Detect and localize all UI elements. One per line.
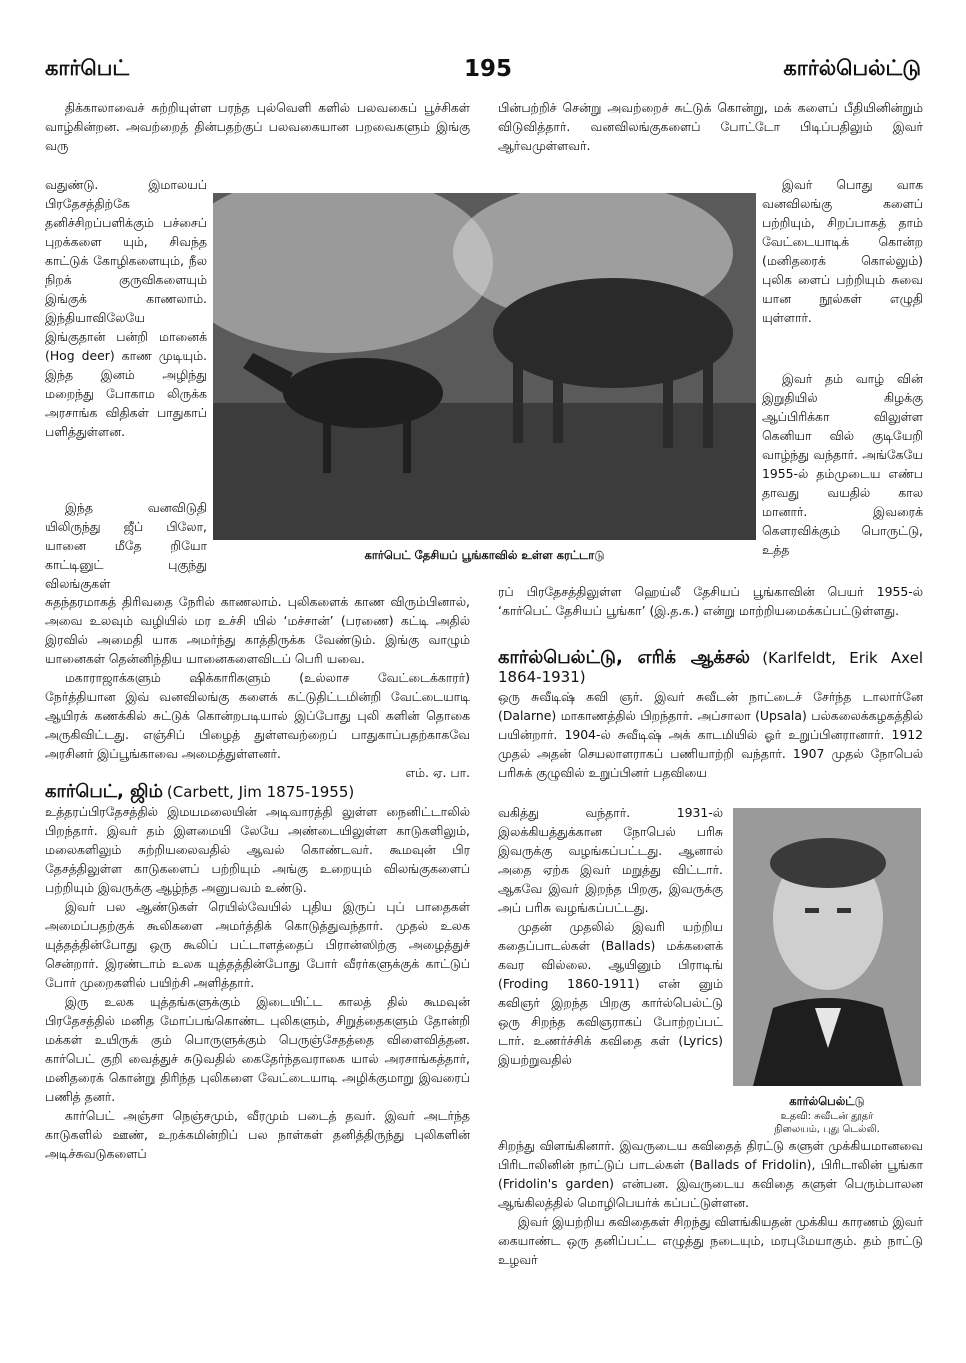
paragraph: இரு உலக யுத்தங்களுக்கும் இடையிட்ட காலத் தில் கூமவுன் பிரதேசத்தில் மனித மோப்பங்கொண்ட புலிகளும், சிறுத்தைகளும் தோன்றி மக்கள் உயிருக் கும் பொருளுக்கும் பெருஞ்சேதத்தை விளைவித்தன. கார்பெட் குறி வைத்துச் சுடுவதில் கைதேர்ந்தவராகை யால் அரசாங்கத்தார், மனிதரைக் கொன்று திரிந்த புலிகளை வேட்டையாடி அழிக்குமாறு இவரைப் பணித் தனர். <box>45 994 470 1104</box>
entry-heading-karlfeldt <box>498 648 923 687</box>
paragraph: மகாராஜாக்களும் ஷிக்காரிகளும் (உல்லாச வேட்டைக்காரர்) நேர்த்தியான இவ் வனவிலங்கு களைக் கட்டுதிட்டமின்றி வேட்டையாடி ஆயிரக் கணக்கில் சுட்டுக் கொன்றபடியால் இப்போது புலி களின் தொகை அருகிவிட்டது. எஞ்சிப் பிழைத் துள்ளவற்றைப் பாதுகாப்பதற்காகவே அரசினர் இப்பூங்காவை அமைத்துள்ளனர். <box>45 670 470 761</box>
deer-illustration <box>213 193 756 540</box>
entry-heading-carbett <box>45 782 470 802</box>
deer-photograph <box>213 193 756 540</box>
carbett-park-text-top <box>45 98 470 176</box>
paragraph: முதன் முதலில் இவரி யற்றிய கதைப்பாடல்கள் (Ballads) மக்களைக் கவர வில்லை. ஆயினும் பிராடிங் (Froding 1860-1911) என் னும் கவிஞர் இறந்த பிறகு கார்ல்பெல்ட்டு ஒரு சிறந்த கவிஞராகப் போற்றப்பட் டார். உணர்ச்சிக் கவிதை கள் (Lyrics) இயற்றுவதில் <box>498 919 723 1067</box>
paragraph: வகித்து வந்தார். 1931-ல் இலக்கியத்துக்கான நோபெல் பரிசு இவருக்கு வழங்கப்பட்டது. ஆனால் அதை ஏற்க இவர் மறுத்து விட்டார். ஆகவே இவர் இறந்த பிறகு, இவருக்கு அப் பரிசு வழங்கப்பட்டது. <box>498 805 723 915</box>
entry-latin: (Carbett, Jim 1875-1955) <box>166 783 355 801</box>
carbett-continued-top <box>498 98 923 176</box>
deer-photo-caption: கார்பெட் தேசியப் பூங்காவில் உள்ள கரட்டாடு <box>364 548 605 562</box>
paragraph: ஒரு சுவீடிஷ் கவி ஞர். இவர் சுவீடன் நாட்டைச் சேர்ந்த டாலார்னே (Dalarne) மாகாணத்தில் பிறந்தார். அப்சாலா (Upsala) பல்கலைக்கழகத்தில் பயின்றார். 1904-ல் சுவீடிஷ் அக் காடமியில் ஓர் உறுப்பினரானார். 1912 முதல் அதன் செயலாளராகப் பணியாற்றி வந்தார். 1907 முதல் நோபெல் பரிசுக் குழுவில் உறுப்பினர் பதவியை <box>498 689 923 780</box>
paragraph: கார்பெட் அஞ்சா நெஞ்சமும், வீரமும் படைத் தவர். இவர் அடர்ந்த காடுகளில் ஊண், உறக்கமின்றிப் பல நாள்கள் தனித்திருந்து புலிகளின் அடிச்சுவடுகளைப் <box>45 1108 470 1161</box>
paragraph: உத்தரப்பிரதேசத்தில் இமயமலையின் அடிவாரத்தி லுள்ள நைனிட்டாலில் பிறந்தார். இவர் தம் இளமையி லேயே அண்டையிலுள்ள காடுகளிலும், மலைகளிலும் சுற்றியலைவதில் ஆவல் கொண்டவர். கூமவுன் பிர தேசத்திலுள்ள காடுகளைப் பற்றியும் அங்கு உறையும் விலங்குகளைப் பற்றியும் இவருக்கு ஆழ்ந்த அனுபவம் உண்டு. <box>45 804 470 895</box>
paragraph: வதுண்டு. இமாலயப் பிரதேசத்திற்கே தனிச்சிறப்பளிக்கும் பச்சைப் புறக்களை யும், சிவந்த காட்டுக் கோழிகளையும், நீல நிறக் குருவிகளையும் இங்குக் காணலாம். இந்தியாவிலேயே இங்குதான் பன்றி மானைக் (Hog deer) காண முடியும். இந்த இனம் அழிந்து மறைந்து போகாம லிருக்க அரசாங்க விதிகள் பாதுகாப் பளித்துள்ளன. <box>45 177 207 439</box>
paragraph: ரப் பிரதேசத்திலுள்ள ஹெய்லீ தேசியப் பூங்காவின் பெயர் 1955-ல் ‘கார்பெட் தேசியப் பூங்கா’ (இ.த.க.) என்று மாற்றியமைக்கப்பட்டுள்ளது. <box>498 584 923 618</box>
paragraph: பின்பற்றிச் சென்று அவற்றைச் சுட்டுக் கொன்று, மக் களைப் பீதியினின்றும் விடுவித்தார். வனவிலங்குகளைப் போட்டோ பிடிப்பதிலும் இவர் ஆர்வமுள்ளவர். <box>498 100 923 153</box>
left-column-body <box>45 592 470 1282</box>
paragraph: இவர் இயற்றிய கவிதைகள் சிறந்து விளங்கியதன் முக்கிய காரணம் இவர் கையாண்ட ஒரு தனிப்பட்ட எழுத்து நடையும், மரபுமேயாகும். தம் நாட்டு உழவர் <box>498 1214 923 1267</box>
paragraph: இவர் பல ஆண்டுகள் ரெயில்வேயில் புதிய இருப் புப் பாதைகள் அமைப்பதற்குக் கூலிகளை அமர்த்திக் கொடுத்துவந்தார். முதல் உலக யுத்தத்தின்போது ஒரு கூலிப் பட்டாளத்தைப் பிரான்ஸிற்கு அழைத்துச் சென்றார். இரண்டாம் உலக யுத்தத்தின்போது போர் வீரர்களுக்குக் காட்டுப் போர் முறைகளில் பயிற்சி அளித்தார். <box>45 899 470 990</box>
paragraph: சிறந்து விளங்கினார். இவருடைய கவிதைத் திரட்டு களுள் முக்கியமானவை பிரிடாலினின் நாட்டுப் பாடல்கள் (Ballads of Fridolin), பிரிடாலின் பூங்கா (Fridolin's garden) என்பன. இவருடைய கவிதை களுள் பெரும்பாலன ஆங்கிலத்தில் மொழிபெயர்க் கப்பட்டுள்ளன. <box>498 1138 923 1210</box>
carbett-park-text-wrap-1 <box>45 175 207 498</box>
paragraph: திக்காலாவைச் சுற்றியுள்ள பரந்த புல்வெளி களில் பலவகைப் பூச்சிகள் வாழ்கின்றன. அவற்றைத் தின்பதற்குப் பலவகையான பறவைகளும் இங்கு வரு <box>45 100 470 153</box>
paragraph: இந்த வனவிடுதி யிலிருந்து ஜீப் பிலோ, யானை மீதே றியோ காட்டினுட் புகுந்து விலங்குகள் <box>45 500 207 591</box>
karlfeldt-entry-rest <box>498 1136 923 1336</box>
portrait-caption: கார்ல்பெல்ட்டு <box>789 1094 865 1108</box>
portrait-credit <box>733 1110 921 1136</box>
carbett-continued-rest <box>498 582 923 640</box>
entry-title: கார்ல்பெல்ட்டு, எரிக் ஆக்சல் <box>498 648 750 668</box>
credit-line: நிலையம், புது டெல்லி. <box>774 1124 880 1135</box>
carbett-continued-wrap-1 <box>762 175 923 370</box>
karlfeldt-portrait-photo <box>733 808 921 1086</box>
running-header-left: கார்பெட் <box>45 56 130 80</box>
carbett-park-text-wrap-2 <box>45 498 207 593</box>
portrait-illustration <box>733 808 921 1086</box>
carbett-continued-wrap-2 <box>762 369 923 583</box>
entry-title: கார்பெட், ஜிம் <box>45 781 163 802</box>
running-header-right: கார்ல்பெல்ட்டு <box>783 56 921 80</box>
paragraph: சுதந்தரமாகத் திரிவதை நேரில் காணலாம். புலிகளைக் காண விரும்பினால், அவை உலவும் வழியில் மர உச்சி யில் ‘மச்சான்’ (பரணை) கட்டி அதில் இரவில் அமைதி யாக அமர்ந்து காத்திருக்க வேண்டும். இங்கு வாழும் யானைகள் தென்னிந்திய யானைகளைவிடப் பெரி யவை. <box>45 594 470 666</box>
karlfeldt-entry-wrap <box>498 803 723 1137</box>
paragraph: இவர் தம் வாழ் வின் இறுதியில் கிழக்கு ஆப்பிரிக்கா விலுள்ள கெனியா வில் குடியேறி வாழ்ந்து வந்தார். அங்கேயே 1955-ல் தம்முடைய எண்ப தாவது வயதில் கால மானார். இவரைக் கௌரவிக்கும் பொருட்டு, உத்த <box>762 371 923 557</box>
karlfeldt-entry-top <box>498 648 923 804</box>
page-number: 195 <box>464 56 513 82</box>
entry-latin: (Karlfeldt, Erik Axel 1864-1931) <box>498 649 923 686</box>
paragraph: இவர் பொது வாக வனவிலங்கு களைப் பற்றியும், சிறப்பாகத் தாம் வேட்டையாடிக் கொன்ற (மனிதரைக் கொல்லும்) புலிக ளைப் பற்றியும் சுவை யான நூல்கள் எழுதி யுள்ளார். <box>762 177 923 325</box>
author-signature: எம். ஏ. பா. <box>405 765 470 780</box>
credit-line: உதவி: சுவீடன் தூதர் <box>780 1111 874 1122</box>
